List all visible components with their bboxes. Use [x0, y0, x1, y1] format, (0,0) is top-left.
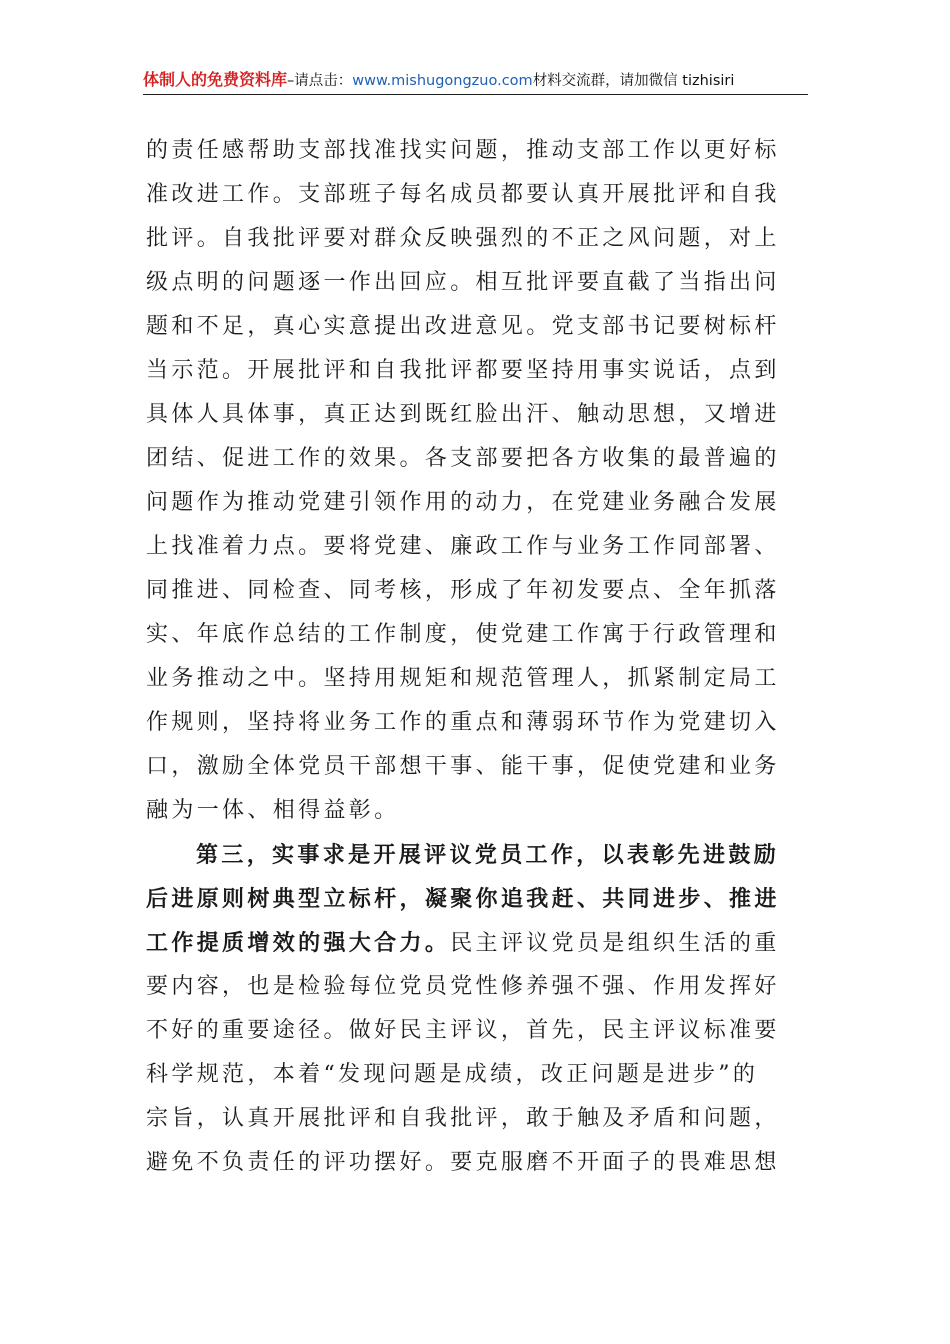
text-line: 作规则，坚持将业务工作的重点和薄弱环节作为党建切入 [146, 710, 780, 735]
text-line: 批评。自我批评要对群众反映强烈的不正之风问题，对上 [146, 226, 780, 251]
text-line: 上找准着力点。要将党建、廉政工作与业务工作同部署、 [146, 534, 780, 559]
text-line: 团结、促进工作的效果。各支部要把各方收集的最普遍的 [146, 446, 780, 471]
text-line: 业务推动之中。坚持用规矩和规范管理人，抓紧制定局工 [146, 666, 780, 691]
text-line: 当示范。开展批评和自我批评都要坚持用事实说话，点到 [146, 358, 780, 383]
header-website-link[interactable]: www.mishugongzuo.com [352, 73, 533, 89]
text-line: 融为一体、相得益彰。 [146, 798, 400, 823]
text-line: 具体人具体事，真正达到既红脸出汗、触动思想，又增进 [146, 402, 780, 427]
text-line: 题和不足，真心实意提出改进意见。党支部书记要树标杆 [146, 314, 780, 339]
paragraph-2 [146, 833, 808, 1185]
text-line: 宗旨，认真开展批评和自我批评，敢于触及矛盾和问题， [146, 1106, 780, 1131]
text-line: 准改进工作。支部班子每名成员都要认真开展批评和自我 [146, 182, 780, 207]
text-line: 不好的重要途径。做好民主评议，首先，民主评议标准要 [146, 1018, 780, 1043]
header-brand: 体制人的免费资料库 [143, 70, 288, 89]
text-line: 级点明的问题逐一作出回应。相互批评要直截了当指出问 [146, 270, 780, 295]
heading-line: 后进原则树典型立标杆，凝聚你追我赶、共同进步、推进 [146, 886, 780, 912]
text-run: 民主评议党员是组织生活的重 [450, 931, 780, 956]
document-body [146, 129, 808, 1185]
text-line: 同推进、同检查、同考核，形成了年初发要点、全年抓落 [146, 578, 780, 603]
page-header [143, 66, 808, 95]
heading-line: 第三，实事求是开展评议党员工作，以表彰先进鼓励 [196, 842, 780, 868]
text-line: 口，激励全体党员干部想干事、能干事，促使党建和业务 [146, 754, 780, 779]
header-wechat-note: 材料交流群，请加微信 tizhisiri [532, 73, 735, 89]
paragraph-1 [146, 129, 808, 833]
text-line: 科学规范，本着“发现问题是成绩，改正问题是进步”的 [146, 1062, 759, 1087]
mixed-line [146, 921, 808, 965]
text-line: 要内容，也是检验每位党员党性修养强不强、作用发挥好 [146, 974, 780, 999]
text-line: 的责任感帮助支部找准找实问题，推动支部工作以更好标 [146, 138, 780, 163]
header-prompt: –请点击： [287, 73, 353, 89]
text-line: 实、年底作总结的工作制度，使党建工作寓于行政管理和 [146, 622, 780, 647]
text-line: 避免不负责任的评功摆好。要克服磨不开面子的畏难思想 [146, 1150, 780, 1175]
heading-line-end: 工作提质增效的强大合力。 [146, 930, 451, 956]
text-line: 问题作为推动党建引领作用的动力，在党建业务融合发展 [146, 490, 780, 515]
